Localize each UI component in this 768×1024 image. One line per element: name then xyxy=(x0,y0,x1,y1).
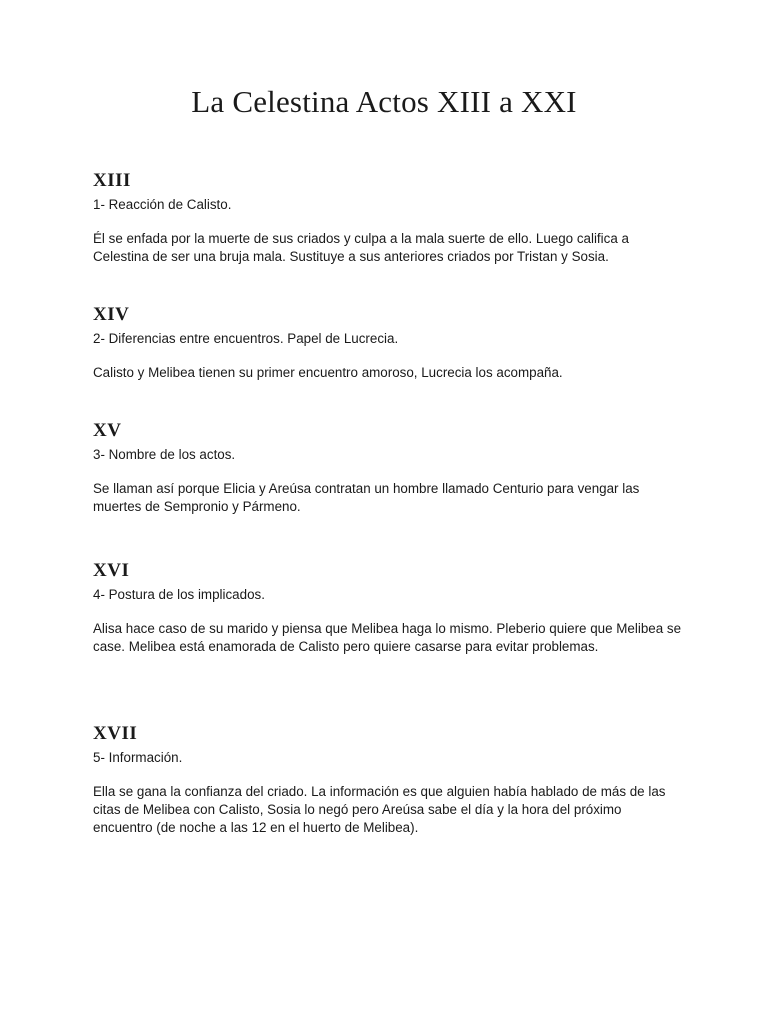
document-title: La Celestina Actos XIII a XXI xyxy=(191,84,577,119)
section-act-xiii xyxy=(93,170,683,266)
question-text: 2- Diferencias entre encuentros. Papel de Lucrecia. xyxy=(93,331,399,346)
answer-text: Ella se gana la confianza del criado. La información es que alguien había hablado de más de las citas de Melibea con Calisto, Sosia lo negó pero Areúsa sabe el día y la hora del próximo encuentro (de noche a las 12 en el huerto de Melibea). xyxy=(93,784,666,835)
act-heading: XV xyxy=(93,420,122,441)
act-heading: XIV xyxy=(93,304,130,325)
act-heading: XIII xyxy=(93,170,131,191)
section-act-xiv xyxy=(93,304,683,382)
answer-text: Él se enfada por la muerte de sus criados y culpa a la mala suerte de ello. Luego califica a Celestina de ser una bruja mala. Sustituye a sus anteriores criados por Tristan y Sosia. xyxy=(93,231,629,264)
section-act-xvi xyxy=(93,560,683,656)
answer-text: Calisto y Melibea tienen su primer encuentro amoroso, Lucrecia los acompaña. xyxy=(93,365,563,380)
section-act-xvii xyxy=(93,723,683,837)
act-heading: XVI xyxy=(93,560,130,581)
answer-text: Alisa hace caso de su marido y piensa que Melibea haga lo mismo. Pleberio quiere que Melibea se case. Melibea está enamorada de Calisto pero quiere casarse para evitar problemas. xyxy=(93,621,682,654)
question-text: 5- Información. xyxy=(93,750,183,765)
act-heading: XVII xyxy=(93,723,138,744)
answer-text: Se llaman así porque Elicia y Areúsa contratan un hombre llamado Centurio para vengar las muertes de Sempronio y Pármeno. xyxy=(93,481,640,514)
question-text: 4- Postura de los implicados. xyxy=(93,587,265,602)
question-text: 1- Reacción de Calisto. xyxy=(93,197,232,212)
question-text: 3- Nombre de los actos. xyxy=(93,447,236,462)
section-act-xv xyxy=(93,420,683,516)
